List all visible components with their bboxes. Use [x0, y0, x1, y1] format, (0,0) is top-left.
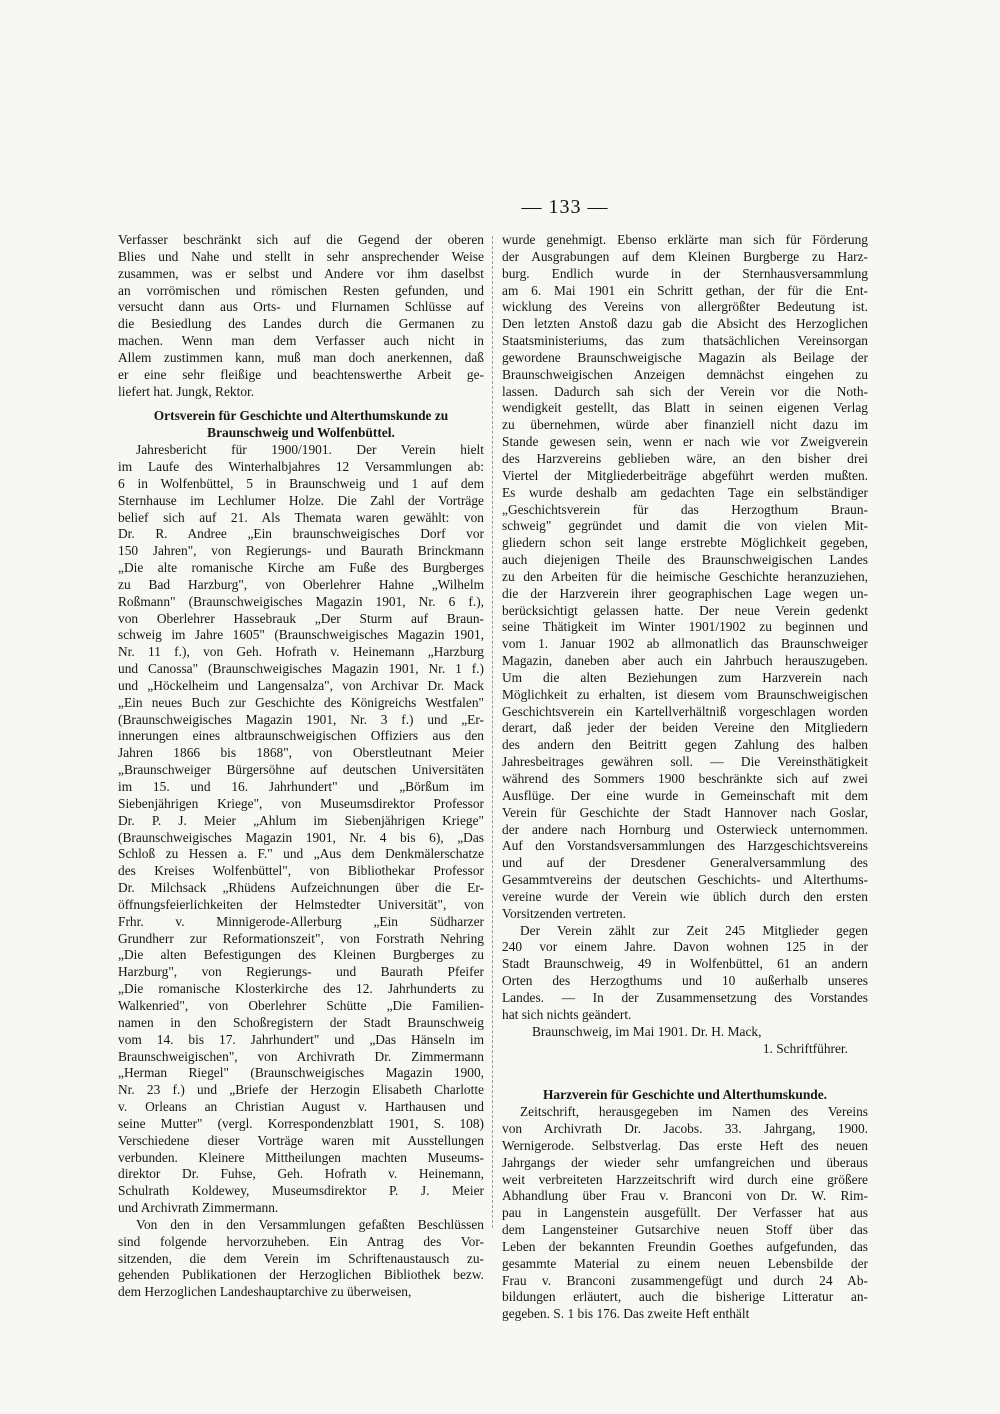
text-line: Verein für Geschichte der Stadt Hannover nach Goslar,: [502, 804, 868, 820]
text-line: im 15. und 16. Jahrhundert" und „Börßum im: [118, 779, 484, 794]
text-line: zu den Arbeiten für die heimische Geschichte heranzuziehen,: [502, 568, 868, 584]
text-line: gehenden Publikationen der Herzoglichen Bibliothek bezw.: [118, 1267, 484, 1283]
text-line: vom 1. Januar 1902 ab allmonatlich das Braunschweiger: [502, 636, 868, 652]
text-line: des Kreises Wolfenbüttel", von Bibliothekar Professor: [118, 863, 484, 879]
text-line: gliedern schon seit lange erstrebte Möglichkeit gegeben,: [502, 535, 868, 551]
text-line: Abhandlung über Frau v. Branconi von Dr. W. Rim-: [502, 1188, 868, 1204]
text-line: Dr. Milchsack „Rhüdens Aufzeichnungen über die Er-: [118, 880, 484, 896]
text-line: seine Mutter" (vergl. Korrespondenzblatt 1901, S. 108): [118, 1115, 484, 1131]
text-line: die der Harzverein ihrer geographischen Lage wegen un-: [502, 585, 868, 601]
text-line: Möglichkeit zu erhalten, ist diesem vom Braunschweigischen: [502, 686, 868, 702]
text-line: innerungen eines altbraunschweigischen Offiziers aus den: [118, 728, 484, 744]
section-heading: Ortsverein für Geschichte und Alterthumskunde zu: [153, 408, 449, 424]
text-line: weit verbreiteten Harzzeitschrift wird durch eine größere: [502, 1171, 868, 1187]
text-line: gesammte Material zu einem neuen Lebensbilde der: [502, 1255, 868, 1271]
text-line: Viertel der Mitgliederbeiträge abgeführt werden mußten.: [502, 467, 868, 483]
text-line: Magazin, daneben aber auch ein Jahrbuch herauszugeben.: [502, 653, 868, 669]
text-line: schweig" gegründet und damit die von vielen Mit-: [502, 518, 868, 534]
text-line: verbunden. Kleinere Mittheilungen machten Museums-: [118, 1149, 484, 1165]
text-line: und Archivrath Zimmermann.: [118, 1200, 279, 1216]
text-line: im Laufe des Winterhalbjahres 12 Versammlungen ab:: [118, 458, 484, 474]
text-line: Auf den Vorstandsversammlungen des Harzgeschichtsvereins: [502, 838, 868, 854]
text-line: zusammen, was er selbst und Andere vor ihm daselbst: [118, 265, 484, 281]
text-line: und „Höckelheim und Langensalza", von Archivar Dr. Mack: [118, 677, 484, 693]
text-line: wendigkeit gestellt, das Blatt in seinen eigenen Verlag: [502, 400, 868, 416]
text-line: an vorrömischen und römischen Resten gefunden, und: [118, 282, 484, 298]
text-line: der Ausgrabungen auf dem Kleinen Burgberge zu Harz-: [502, 248, 868, 264]
text-line: Gesammtvereins der deutschen Geschichts- und Alterthums-: [502, 872, 868, 888]
text-line: Ausflüge. Der eine wurde in Gemeinschaft mit dem: [502, 787, 868, 803]
text-line: seine Thätigkeit im Winter 1901/1902 zu beginnen und: [502, 619, 868, 635]
text-line: „Die alten Befestigungen des Kleinen Burgberges zu: [118, 947, 484, 963]
text-line: gewordene Braunschweigische Magazin als Beilage der: [502, 349, 868, 365]
text-line: dem Langensteiner Gutsarchive neuen Stoff über das: [502, 1222, 868, 1238]
right-column: [502, 232, 868, 1323]
text-line: Harzburg", von Regierungs- und Baurath Pfeifer: [118, 964, 484, 980]
text-line: vereine wurde der Verein wie üblich durch den ersten: [502, 888, 868, 904]
text-line: Jahresbericht für 1900/1901. Der Verein hielt: [136, 442, 484, 458]
text-line: der andere nach Hornburg und Osterwieck unternommen.: [502, 821, 868, 837]
text-line: von Archivrath Dr. Jacobs. 33. Jahrgang, 1900.: [502, 1121, 868, 1137]
text-line: Stadt Braunschweig, 49 in Wolfenbüttel, 61 an andern: [502, 956, 868, 972]
text-line: lassen. Dadurch sah sich der Verein vor die Noth-: [502, 383, 868, 399]
text-line: während des Sommers 1900 beschränkte sich auf zwei: [502, 771, 868, 786]
text-line: (Braunschweigisches Magazin 1901, Nr. 4 bis 6), „Das: [118, 829, 484, 845]
text-line: „Braunschweiger Bürgersöhne auf deutschen Universitäten: [118, 762, 484, 778]
text-line: „Herman Riegel" (Braunschweigisches Magazin 1900,: [118, 1065, 484, 1081]
text-line: „Die romanische Klosterkirche des 12. Jahrhunderts zu: [118, 981, 484, 997]
text-line: Schulrath Koldewey, Museumsdirektor P. J. Meier: [118, 1183, 484, 1199]
text-line: des Harzvereins geblieben wäre, an den bisher drei: [502, 450, 868, 466]
text-line: direktor Dr. Fuhse, Geh. Hofrath v. Heinemann,: [118, 1166, 484, 1182]
text-line: zu übernehmen, würde aber finanziell nicht dazu im: [502, 417, 868, 433]
text-line: sitzenden, die dem Verein im Schriftenaustausch zu-: [118, 1250, 484, 1266]
text-line: Siebenjährigen Kriege", von Museumsdirektor Professor: [118, 795, 484, 811]
text-line: Frhr. v. Minnigerode-Allerburg „Ein Südharzer: [118, 913, 484, 929]
section-heading: Braunschweig und Wolfenbüttel.: [207, 425, 395, 441]
text-line: Stande gewesen sein, wenn er nach wie vor Zweigverein: [502, 434, 868, 450]
text-line: derart, daß jeder der beiden Vereine den Mitgliedern: [502, 720, 868, 736]
text-line: 240 vor einem Jahre. Davon wohnen 125 in der: [502, 939, 868, 955]
section-heading: Harzverein für Geschichte und Alterthumskunde.: [542, 1087, 828, 1103]
signature-role: 1. Schriftführer.: [762, 1040, 848, 1056]
text-line: sind folgende hervorzuheben. Ein Antrag des Vor-: [118, 1233, 484, 1249]
text-line: Allem zustimmen kann, muß man doch anerkennen, daß: [118, 349, 484, 365]
text-line: und Canossa" (Braunschweigisches Magazin 1901, Nr. 1 f.): [118, 661, 484, 677]
text-line: Zeitschrift, herausgegeben im Namen des Vereins: [520, 1104, 868, 1120]
left-column: [118, 232, 484, 1301]
text-line: Geschichtsverein ein Kartellverhältniß vorgeschlagen worden: [502, 703, 868, 719]
text-line: Schloß zu Hessen a. F." und „Aus dem Denkmälerschatze: [118, 846, 484, 862]
text-line: Den letzten Anstoß dazu gab die Absicht des Herzoglichen: [502, 316, 868, 332]
text-line: belief sich auf 21. Als Themata waren gewählt: von: [118, 509, 484, 525]
text-line: Vorsitzenden vertreten.: [502, 905, 626, 921]
text-line: Jahrgangs der wieder sehr umfangreichen und überaus: [502, 1154, 868, 1170]
text-line: Es wurde deshalb am gedachten Tage ein selbständiger: [502, 484, 868, 500]
text-line: Verfasser beschränkt sich auf die Gegend der oberen: [118, 232, 484, 247]
text-line: Nr. 23 f.) und „Briefe der Herzogin Elisabeth Charlotte: [118, 1082, 484, 1098]
text-line: „Ein neues Buch zur Geschichte des Königreichs Westfalen": [118, 694, 484, 710]
text-line: Jahren 1866 bis 1868", von Oberstleutnant Meier: [118, 745, 484, 761]
text-line: burg. Endlich wurde in der Sternhausversammlung: [502, 265, 868, 281]
text-line: Grundherr zur Reformationszeit", von Forstrath Nehring: [118, 930, 484, 946]
text-line: Sternhause im Lechlumer Holze. Die Zahl der Vorträge: [118, 492, 484, 508]
text-line: 150 Jahren", von Regierungs- und Baurath Brinckmann: [118, 543, 484, 559]
text-line: v. Orleans an Christian August v. Harthausen und: [118, 1099, 484, 1115]
text-line: Staatsministeriums, das zum thatsächlichen Vereinsorgan: [502, 333, 868, 349]
signature-place-date: Braunschweig, im Mai 1901. Dr. H. Mack,: [532, 1023, 762, 1039]
text-line: Um die alten Beziehungen zum Harzverein nach: [502, 669, 868, 685]
text-line: Der Verein zählt zur Zeit 245 Mitglieder gegen: [520, 922, 868, 938]
text-line: gegeben. S. 1 bis 176. Das zweite Heft enthält: [502, 1306, 750, 1322]
text-line: wicklung des Vereins von allergrößter Bedeutung ist.: [502, 299, 868, 315]
text-line: Walkenried", von Oberlehrer Schütte „Die Familien-: [118, 997, 484, 1013]
text-line: Leben der bekannten Freundin Goethes aufgefunden, das: [502, 1238, 868, 1254]
text-line: Braunschweigischen Anzeigen demnächst eingehen zu: [502, 366, 868, 382]
text-line: die Besiedlung des Landes durch die Germanen zu: [118, 316, 484, 332]
text-line: Wernigerode. Selbstverlag. Das erste Heft des neuen: [502, 1137, 868, 1153]
text-line: versucht dann aus Orts- und Flurnamen Schlüsse auf: [118, 299, 484, 315]
text-line: zu Bad Harzburg", von Oberlehrer Hahne „Wilhelm: [118, 576, 484, 592]
text-line: „Geschichtsverein für das Herzogthum Braun-: [502, 501, 868, 517]
text-line: machen. Wenn man dem Verfasser auch nicht in: [118, 333, 484, 349]
text-line: auch diejenigen Theile des Braunschweigischen Landes: [502, 552, 868, 568]
text-line: öffnungsfeierlichkeiten der Helmstedter Universität", von: [118, 896, 484, 912]
text-line: von Oberlehrer Hassebrauk „Der Sturm auf Braun-: [118, 610, 484, 626]
text-line: Landes. — In der Zusammensetzung des Vorstandes: [502, 989, 868, 1005]
text-line: Von den in den Versammlungen gefaßten Beschlüssen: [136, 1216, 484, 1232]
text-line: bildungen erläutert, auch die bisherige Litteratur an-: [502, 1289, 868, 1305]
text-line: Frau v. Branconi zusammengefügt und durch 24 Ab-: [502, 1272, 868, 1288]
text-line: und auf der Dresdener Generalversammlung des: [502, 855, 868, 871]
text-line: Orten des Herzogthums und 10 außerhalb unseres: [502, 973, 868, 989]
text-line: pau in Langenstein ausgefüllt. Der Verfasser hat aus: [502, 1205, 868, 1221]
text-line: Nr. 11 f.), von Geh. Hofrath v. Heinemann „Harzburg: [118, 644, 484, 660]
text-line: (Braunschweigisches Magazin 1901, Nr. 3 f.) und „Er-: [118, 711, 484, 727]
text-line: wurde genehmigt. Ebenso erklärte man sich für Förderung: [502, 232, 868, 247]
text-line: Dr. R. Andree „Ein braunschweigisches Dorf vor: [118, 526, 484, 542]
text-line: Braunschweigischen", von Archivrath Dr. Zimmermann: [118, 1048, 484, 1064]
text-line: „Die alte romanische Kirche am Fuße des Burgberges: [118, 560, 484, 576]
text-line: liefert hat. Jungk, Rektor.: [118, 383, 255, 399]
text-line: namen in den Schoßregistern der Stadt Braunschweig: [118, 1014, 484, 1030]
text-line: Roßmann" (Braunschweigisches Magazin 1901, Nr. 6 f.),: [118, 593, 484, 609]
text-line: er eine sehr fleißige und beachtenswerthe Arbeit ge-: [118, 366, 484, 382]
text-line: vom 14. bis 17. Jahrhundert" und „Das Hänseln im: [118, 1031, 484, 1047]
text-line: Dr. P. J. Meier „Ahlum im Siebenjährigen Kriege": [118, 812, 484, 828]
text-line: dem Herzoglichen Landeshauptarchive zu überweisen,: [118, 1284, 412, 1300]
text-line: des andern den Beitritt gegen Zahlung des halben: [502, 737, 868, 753]
text-line: Verschiedene dieser Vorträge waren mit Ausstellungen: [118, 1132, 484, 1148]
text-line: schweig im Jahre 1605" (Braunschweigisches Magazin 1901,: [118, 627, 484, 643]
text-line: Jahresbeitrages gewähren soll. — Die Vereinsthätigkeit: [502, 754, 868, 770]
text-line: Blies und Nahe und stellt in sehr ansprechender Weise: [118, 248, 484, 264]
text-line: 6 in Wolfenbüttel, 5 in Braunschweig und 1 auf dem: [118, 475, 484, 491]
text-line: berücksichtigt gelassen hatte. Der neue Verein gedenkt: [502, 602, 868, 618]
page-number: — 133 —: [521, 196, 609, 218]
text-line: am 6. Mai 1901 ein Schritt gethan, der für die Ent-: [502, 282, 868, 298]
text-line: hat sich nichts geändert.: [502, 1006, 632, 1022]
column-divider: [492, 236, 493, 1228]
